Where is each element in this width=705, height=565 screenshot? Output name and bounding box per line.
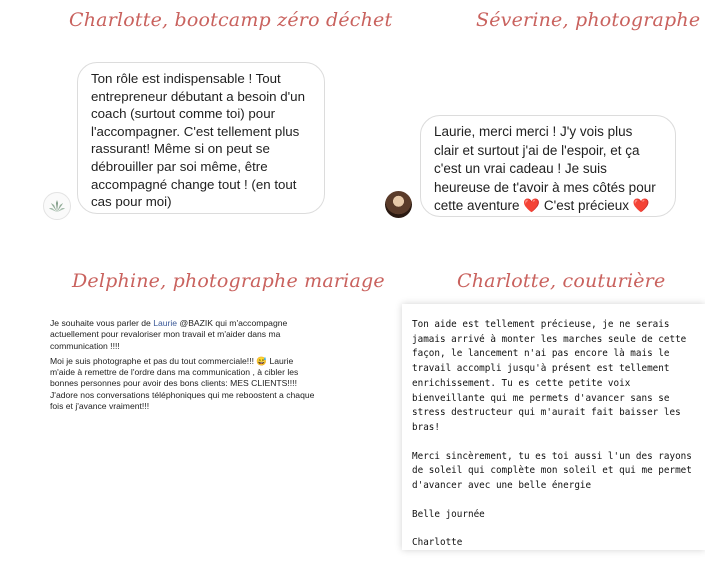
mention-link[interactable]: Laurie xyxy=(153,318,178,328)
message-line: entrepreneur débutant a besoin d'un xyxy=(91,88,305,104)
message-line: Ton rôle est indispensable ! Tout xyxy=(91,71,281,86)
message-bubble xyxy=(420,115,676,217)
message-line: accompagné change tout ! (en tout xyxy=(91,176,297,192)
message-line: cas pour moi) xyxy=(91,194,172,210)
facebook-post-text xyxy=(50,318,320,416)
message-line: rassurant! Même si on peut se xyxy=(91,141,270,157)
letter-paragraph: Belle journée xyxy=(412,508,485,520)
message-line: l'accompagner. C'est tellement plus xyxy=(91,123,300,139)
letter-text xyxy=(412,318,700,565)
testimonial-title: Charlotte, couturière xyxy=(457,270,666,292)
letter-paragraph: Ton aide est tellement précieuse, je ne serais jamais arrivé à monter les marches seule de cette façon, le lancement n'ai pas encore là mais le travail accompli jusqu'à présent est tellement enrichissement. Tu es cette petite voix bienveillante qui me permets d'avancer sans se stress destructeur qui m'aurait fait baisser les bras! xyxy=(412,319,687,433)
plant-icon xyxy=(49,199,65,213)
post-text: Je souhaite vous parler de xyxy=(50,318,154,328)
message-line: cette aventure ❤️ C'est précieux ❤️ xyxy=(434,198,650,214)
testimonial-title: Delphine, photographe mariage xyxy=(72,270,385,292)
letter-signature: Charlotte xyxy=(412,537,463,549)
post-paragraph: Moi je suis photographe et pas du tout commerciale!!! 😅 Laurie m'aide à remettre de l'ordre dans ma communication , à cibler les bonnes personnes pour avoir des bons clients: MES CLIENTS!!!! J'adore nos conversations téléphoniques qui me reboostent a chaque fois et j'avance vraiment!!! xyxy=(50,355,315,412)
profile-photo-avatar xyxy=(385,191,412,218)
message-line: heureuse de t'avoir à mes côtés pour xyxy=(434,179,656,195)
succulent-avatar-icon xyxy=(43,192,71,220)
testimonial-title: Charlotte, bootcamp zéro déchet xyxy=(69,9,393,31)
message-line: débrouiller par soi même, être xyxy=(91,158,268,174)
message-line: Laurie, merci merci ! J'y vois plus xyxy=(434,124,633,139)
post-text: @BAZIK qui m'accompagne actuellement pour revaloriser mon travail et m'aider dans ma communication !!!! xyxy=(50,318,288,351)
letter-paragraph: Merci sincèrement, tu es toi aussi l'un des rayons de soleil qui complète mon soleil et qui me permet d'avancer avec une belle énergie xyxy=(412,450,692,492)
message-line: clair et surtout j'ai de l'espoir, et ça xyxy=(434,142,640,158)
testimonial-title: Séverine, photographe xyxy=(476,9,701,31)
message-bubble xyxy=(77,62,325,214)
message-line: c'est un vrai cadeau ! Je suis xyxy=(434,161,607,177)
message-line: coach (surtout comme toi) pour xyxy=(91,106,276,122)
post-paragraph xyxy=(50,318,320,352)
